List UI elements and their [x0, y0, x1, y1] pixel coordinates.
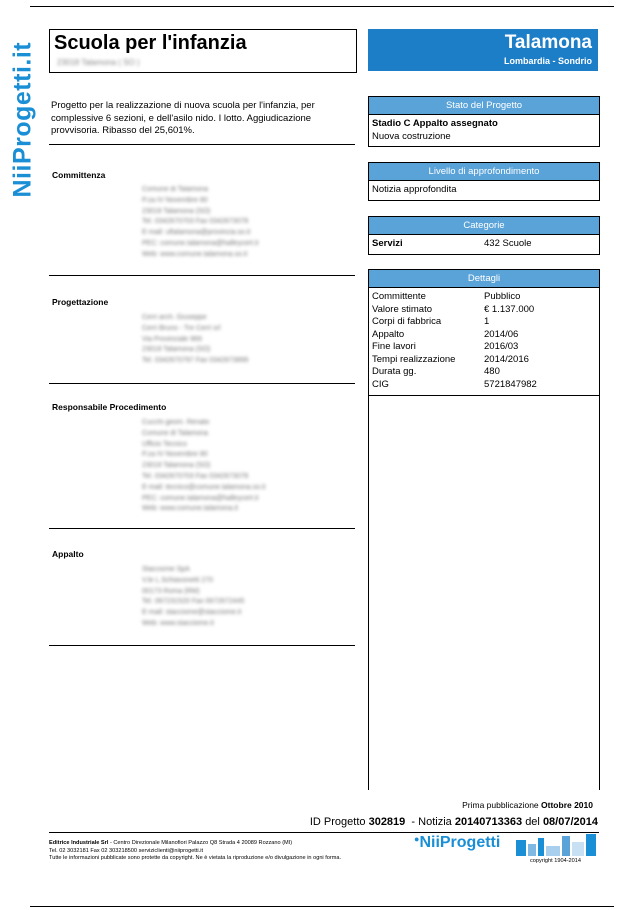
id-line: ID Progetto 302819 - Notizia 20140713363 del 08/07/2014: [309, 816, 598, 828]
publication-line: Prima pubblicazione Ottobre 2010: [462, 800, 593, 810]
panel-header: Livello di approfondimento: [369, 163, 599, 180]
dettagli-row: Valore stimato € 1.137.000: [372, 303, 535, 315]
footer-info: Editrice Industriale Srl - Centro Direzionale Milanofiori Palazzo Q8 Strada 4 20089 Rozzano (MI) Tel. 02 3032181 Fax 02 303218500 serviziclienti@niiprogetti.it Tutte le informazioni pubblicate sono protette da copyright. Ne è vietata la riproduzione e/o divulgazione in ogni forma.: [49, 840, 342, 862]
dettagli-row: Durata gg. 480: [372, 366, 500, 377]
brand-logo-vertical: NiiProgetti.it: [8, 41, 37, 198]
divider: [49, 645, 355, 646]
copyright: copyright 1904-2014: [530, 858, 582, 864]
section-label-appalto: Appalto: [52, 549, 84, 559]
panel-header: Categorie: [369, 217, 599, 234]
panel-stato-progetto: [368, 96, 600, 147]
divider: [49, 383, 355, 384]
project-subtitle: 23018 Talamona ( SO ): [57, 58, 140, 67]
divider: [49, 832, 599, 833]
location-region: Lombardia - Sondrio: [503, 56, 592, 66]
dettagli-table: [369, 287, 599, 394]
project-title: Scuola per l'infanzia: [54, 32, 247, 54]
stato-tipo: Nuova costruzione: [372, 130, 451, 142]
dettagli-row: Appalto 2014/06: [372, 328, 519, 340]
panel-categorie: [368, 216, 600, 255]
panel-dettagli: [368, 269, 600, 790]
responsabile-details: Cucchi geom. Renato Comune di Talamona Ufficio Tecnico P.za IV Novembre 80 23018 Talamona (SO) Tel. 0342670703 Fax 0342673078 E-mail: tecnico@comune.talamona.so.it PEC: comune.talamona@halleycert.it Web: www.comune.talamona.it: [142, 419, 266, 513]
building-skyline-icon: [516, 834, 598, 856]
divider: [49, 275, 355, 276]
panel-livello: [368, 162, 600, 201]
appalto-details: Stacciome SpA V.le L.Schiavonetti 270 00173 Roma (RM) Tel. 067231520 Fax 0672672445 E-mail: stacciome@stacciome.it Web: www.stacciome.it: [142, 566, 245, 627]
panel-header: Stato del Progetto: [369, 97, 599, 114]
stato-stadio: Stadio C Appalto assegnato: [372, 118, 498, 129]
dettagli-bottom-rule: [368, 395, 599, 396]
dettagli-row: CIG 5721847982: [372, 378, 537, 390]
panel-header: Dettagli: [369, 270, 599, 287]
categoria-value: 432 Scuole: [484, 238, 532, 249]
livello-value: Notizia approfondita: [372, 184, 457, 195]
progettazione-details: Cerri arch. Giuseppe Cerri Bruno - Tre Cerri srl Via Provinciale 969 23018 Talamona (SO) Tel. 0342670797 Fax 0342673899: [142, 314, 249, 365]
location-box: [368, 29, 598, 71]
location-city: Talamona: [504, 32, 592, 53]
bottom-rule: [30, 906, 614, 907]
dettagli-row: Fine lavori 2016/03: [372, 341, 519, 352]
dettagli-row: Tempi realizzazione 2014/2016: [372, 353, 529, 365]
dettagli-row: Committente Pubblico: [372, 291, 521, 302]
section-label-responsabile: Responsabile Procedimento: [52, 402, 167, 412]
section-label-committenza: Committenza: [52, 170, 106, 180]
project-description: Progetto per la realizzazione di nuova scuola per l'infanzia, per complessive 6 sezioni, e dell'asilo nido. I lotto. Aggiudicazione provvisoria. Ribasso del 25,601%.: [51, 100, 315, 136]
categoria-key: Servizi: [372, 238, 403, 249]
section-label-progettazione: Progettazione: [52, 297, 109, 307]
footer-logo: ●NiiProgetti: [414, 834, 501, 851]
title-box: [49, 29, 357, 73]
dettagli-row: Corpi di fabbrica 1: [372, 316, 490, 327]
divider: [49, 528, 355, 529]
divider: [49, 144, 355, 145]
top-rule: [30, 6, 614, 7]
committenza-details: Comune di Talamona P.za IV Novembre 80 23018 Talamona (SO) Tel. 0342670703 Fax 0342673078 E-mail: uftalamona@provincia.so.it PEC: comune.talamona@halleycert.it Web: www.comune.talamona.so.it: [142, 186, 259, 258]
